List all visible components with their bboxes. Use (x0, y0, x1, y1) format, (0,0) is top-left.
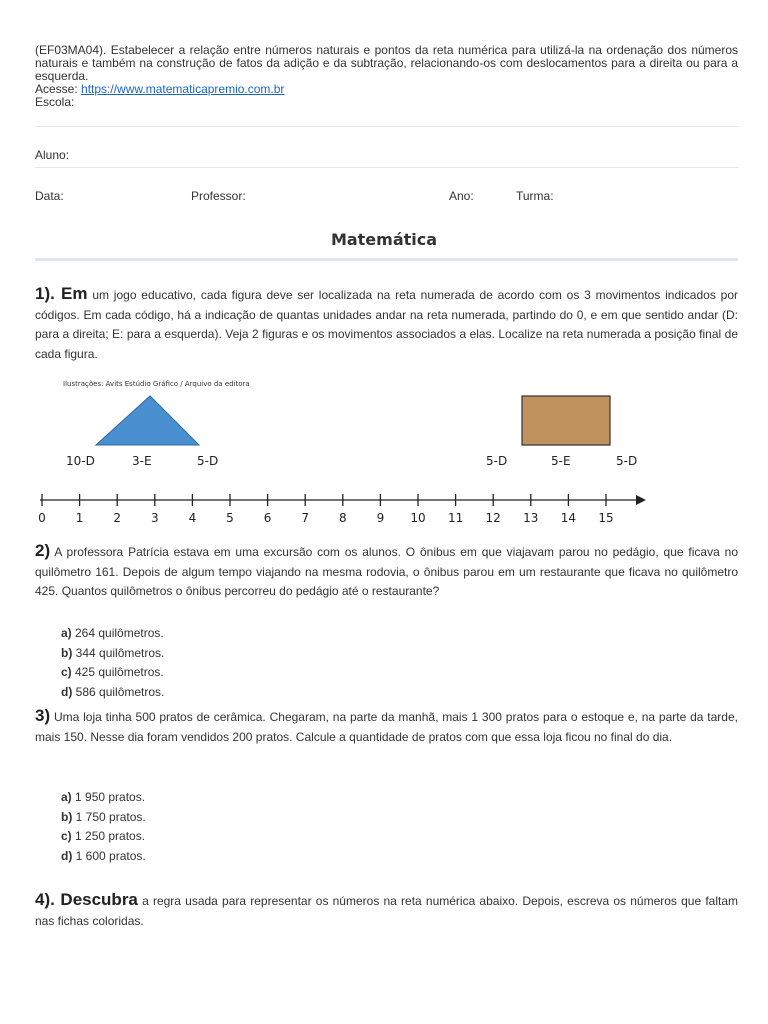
option-text: 344 quilômetros. (72, 645, 165, 660)
tick-label: 4 (188, 511, 197, 525)
square-code-2: 5-E (551, 454, 571, 468)
option-letter: c) (61, 665, 72, 679)
number-line-ticks (38, 494, 613, 525)
option-letter: d) (61, 848, 73, 863)
option-letter: a) (61, 790, 72, 804)
option-letter: b) (61, 809, 73, 824)
option-text: 1 750 pratos. (72, 809, 146, 824)
question-4 (35, 890, 738, 931)
option-text: 1 950 pratos. (71, 790, 146, 804)
question-2-text: A professora Patrícia estava em uma excursão com os alunos. O ônibus em que viajavam parou no pedágio, que ficava no quilômetro 161. Depois de algum tempo viajando na mesma rodovia, o ônibus parou em um restaurante que ficava no quilômetro 425. Quantos quilômetros o ônibus percorreu do pedágio até o restaurante? (35, 545, 738, 598)
triangle-code-2: 3-E (132, 454, 152, 468)
tick-label: 0 (38, 511, 46, 525)
tick-label: 6 (263, 511, 272, 525)
question-3-number: 3) (35, 706, 51, 725)
number-line-figure (30, 376, 660, 528)
question-4-text: a regra usada para representar os números na reta numérica abaixo. Depois, escreva os números que faltam nas fichas coloridas. (35, 894, 738, 928)
tick-label: 13 (523, 511, 539, 525)
year-label: Ano: (449, 189, 474, 203)
website-link[interactable]: https://www.matematicapremio.com.br (81, 82, 285, 96)
question-1-number: 1). Em (35, 284, 88, 303)
tick-label: 7 (301, 511, 310, 525)
option-letter: d) (61, 684, 73, 699)
option-text: 1 600 pratos. (72, 848, 146, 863)
number-line-arrow (636, 495, 646, 505)
option-text: 264 quilômetros. (71, 626, 164, 640)
number-line (38, 494, 646, 525)
access-label: Acesse: (35, 82, 78, 96)
question-1-text: um jogo educativo, cada figura deve ser localizada na reta numerada de acordo com os 3 movimentos indicados por códigos. Em cada código, há a indicação de quantas unidades andar na reta numerada, partindo do 0, e em que sentido andar (D: para a direita; E: para a esquerda). Veja 2 figuras e os movimentos associados a elas. Localize na reta numerada a posição final de cada figura. (35, 288, 738, 361)
option-c[interactable] (61, 827, 146, 847)
skill-description: (EF03MA04). Estabelecer a relação entre números naturais e pontos da reta numérica para utilizá-la na ordenação dos números naturais e também na construção de fatos da adição e da subtração, relacionando-os com deslocamentos para a direita ou para a esquerda. (35, 43, 738, 83)
option-d[interactable] (61, 683, 164, 703)
square-code-3: 5-D (616, 454, 638, 468)
option-text: 425 quilômetros. (71, 665, 164, 679)
triangle-figure (96, 396, 199, 445)
option-letter: a) (61, 626, 72, 640)
triangle-codes (66, 454, 218, 468)
header (35, 44, 738, 109)
tick-label: 14 (560, 511, 577, 525)
school-label: Escola: (35, 95, 75, 109)
teacher-label: Professor: (191, 189, 246, 203)
option-text: 586 quilômetros. (72, 684, 165, 699)
option-d[interactable] (61, 847, 146, 867)
page-title: Matemática (330, 230, 438, 249)
question-2-number: 2) (35, 541, 51, 560)
question-3-text: Uma loja tinha 500 pratos de cerâmica. Chegaram, na parte da manhã, mais 1 300 pratos para o estoque e, na parte da tarde, mais 150. Nesse dia foram vendidos 200 pratos. Calcule a quantidade de pratos com que essa loja ficou no final do dia. (35, 710, 738, 744)
square-code-1: 5-D (486, 454, 508, 468)
tick-label: 2 (113, 511, 122, 525)
question-2 (35, 541, 738, 602)
divider (35, 126, 738, 127)
tick-label: 12 (485, 511, 501, 525)
class-label: Turma: (516, 189, 554, 203)
square-codes (486, 454, 637, 468)
illustration-credit: Ilustrações: Avits Estúdio Gráfico / Arquivo da editora (63, 380, 250, 388)
student-label: Aluno: (35, 148, 70, 162)
tick-label: 1 (75, 511, 84, 525)
option-b[interactable] (61, 644, 164, 664)
question-3-options (61, 788, 146, 866)
triangle-code-1: 10-D (66, 454, 95, 468)
option-text: 1 250 pratos. (71, 829, 146, 843)
question-3 (35, 706, 738, 747)
option-letter: b) (61, 645, 73, 660)
tick-label: 11 (447, 511, 464, 525)
tick-label: 5 (226, 511, 234, 525)
square-figure (522, 396, 610, 445)
option-letter: c) (61, 829, 72, 843)
tick-label: 15 (598, 511, 614, 525)
tick-label: 10 (410, 511, 426, 525)
option-a[interactable] (61, 624, 164, 644)
question-4-number: 4). Descubra (35, 890, 138, 909)
option-a[interactable] (61, 788, 146, 808)
option-c[interactable] (61, 663, 164, 683)
option-b[interactable] (61, 808, 146, 828)
tick-label: 8 (338, 511, 347, 525)
access-line (35, 83, 738, 96)
tick-label: 9 (376, 511, 385, 525)
triangle-code-3: 5-D (197, 454, 219, 468)
tick-label: 3 (150, 511, 159, 525)
date-label: Data: (35, 189, 64, 203)
title-underline (35, 258, 738, 261)
divider (35, 167, 738, 168)
question-2-options (61, 624, 164, 702)
question-1 (35, 284, 738, 364)
